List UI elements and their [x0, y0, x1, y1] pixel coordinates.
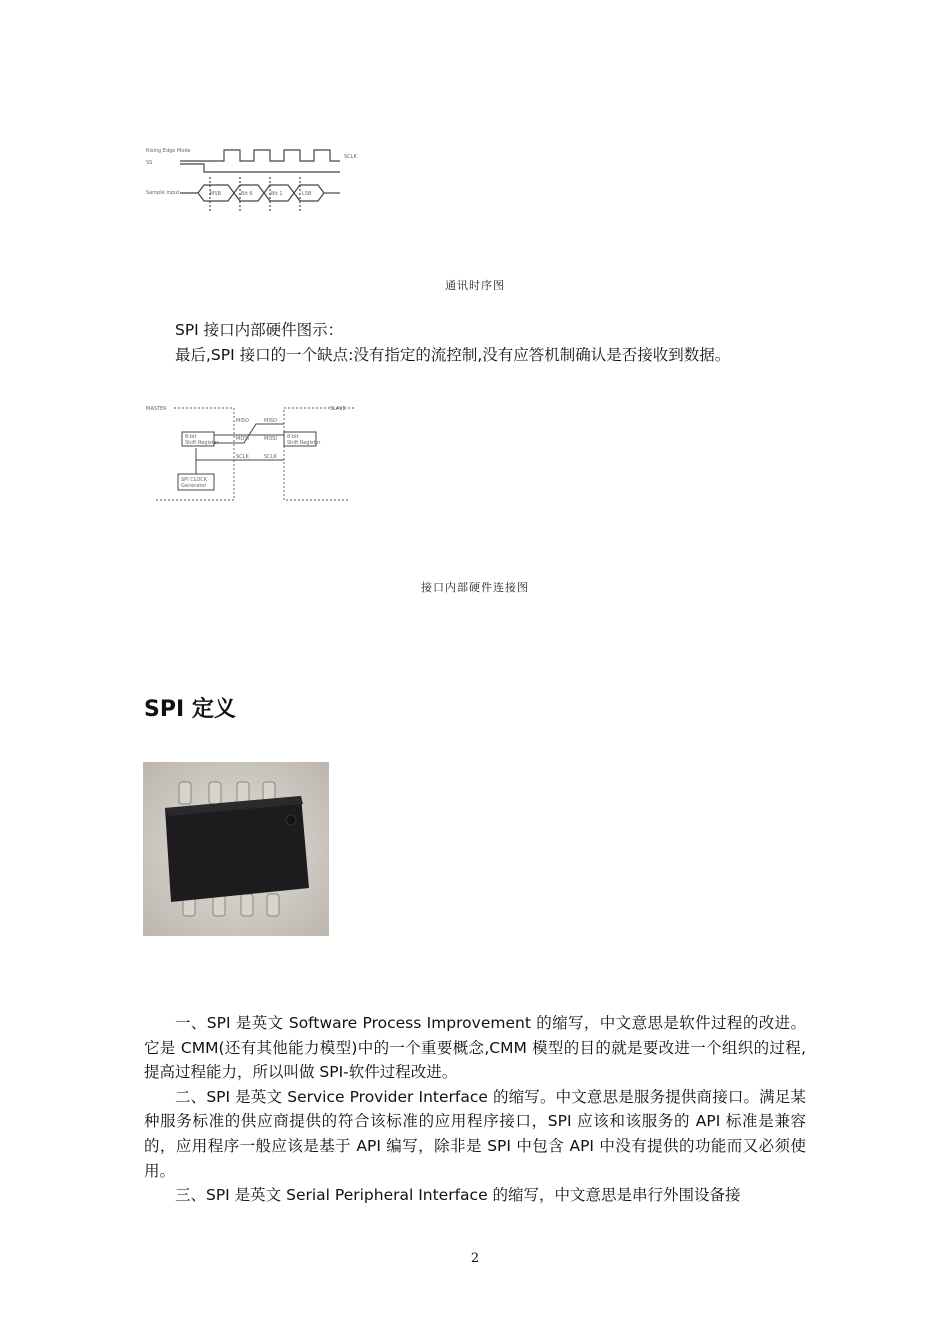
signal-right-sclk: SCLK [264, 454, 277, 460]
bit-1: Bit 1 [271, 191, 283, 197]
caption-hardware: 接口内部硬件连接图 [421, 581, 529, 594]
caption-timing: 通讯时序图 [445, 279, 505, 292]
signal-right-miso: MISO [264, 418, 277, 424]
timing-sclk-label: SCLK [344, 154, 357, 160]
definition-para-2: 二、SPI 是英文 Service Provider Interface 的缩写。中文意思是服务提供商接口。满足某种服务标准的供应商提供的符合该标准的应用程序接口，SPI 应该和该服务的 API 标准是兼容的，应用程序一般应该是基于 API 编写，除非是 SPI 中包含 API 中没有提供的功能而又必须使用。 [144, 1087, 806, 1180]
bit-msb: MSB [210, 191, 221, 197]
slave-reg-line2: Shift Register [287, 440, 321, 446]
sclk-waveform [180, 150, 340, 161]
master-reg-line1: 8-bit [185, 434, 197, 440]
page-number: 2 [470, 1251, 480, 1266]
bit-6: Bit 6 [241, 191, 253, 197]
slave-reg-line1: 8-bit [287, 434, 299, 440]
slave-label: SLAVE [330, 406, 346, 412]
clock-gen-line1: SPI CLOCK [181, 477, 208, 483]
signal-left-mosi: MOSI [236, 436, 249, 442]
section-title: SPI 定义 [144, 697, 236, 722]
signal-right-mosi: MOSI [264, 436, 277, 442]
bit-lsb: LSB [302, 191, 312, 197]
definition-paragraphs [144, 1011, 806, 1208]
signal-left-sclk: SCLK [236, 454, 249, 460]
timing-sample-label: Sample Input [146, 190, 180, 196]
hardware-diagram [144, 402, 354, 504]
timing-ss-label: SS [146, 160, 153, 166]
master-label: MASTER [146, 406, 167, 412]
clock-gen-line2: Generator [181, 483, 207, 489]
intro-line-1: SPI 接口内部硬件图示： [175, 321, 344, 339]
master-reg-line2: Shift Register [185, 440, 219, 446]
definition-para-3: 三、SPI 是英文 Serial Peripheral Interface 的缩写，中文意思是串行外围设备接 [175, 1186, 741, 1205]
signal-left-miso: MISO [236, 418, 249, 424]
definition-para-1: 一、SPI 是英文 Software Process Improvement 的缩写，中文意思是软件过程的改进。它是 CMM(还有其他能力模型)中的一个重要概念,CMM 模型的目的就是要改进一个组织的过程,提高过程能力，所以叫做 SPI-软件过程改进。 [144, 1014, 806, 1082]
intro-line-2: 最后,SPI 接口的一个缺点:没有指定的流控制,没有应答机制确认是否接收到数据。 [175, 345, 731, 364]
data-bits [180, 177, 340, 212]
ss-waveform [180, 164, 340, 172]
timing-diagram [144, 142, 374, 222]
timing-mode-label: Rising Edge Mode [146, 148, 191, 154]
intro-block [144, 318, 806, 367]
chip-photo [143, 762, 329, 936]
